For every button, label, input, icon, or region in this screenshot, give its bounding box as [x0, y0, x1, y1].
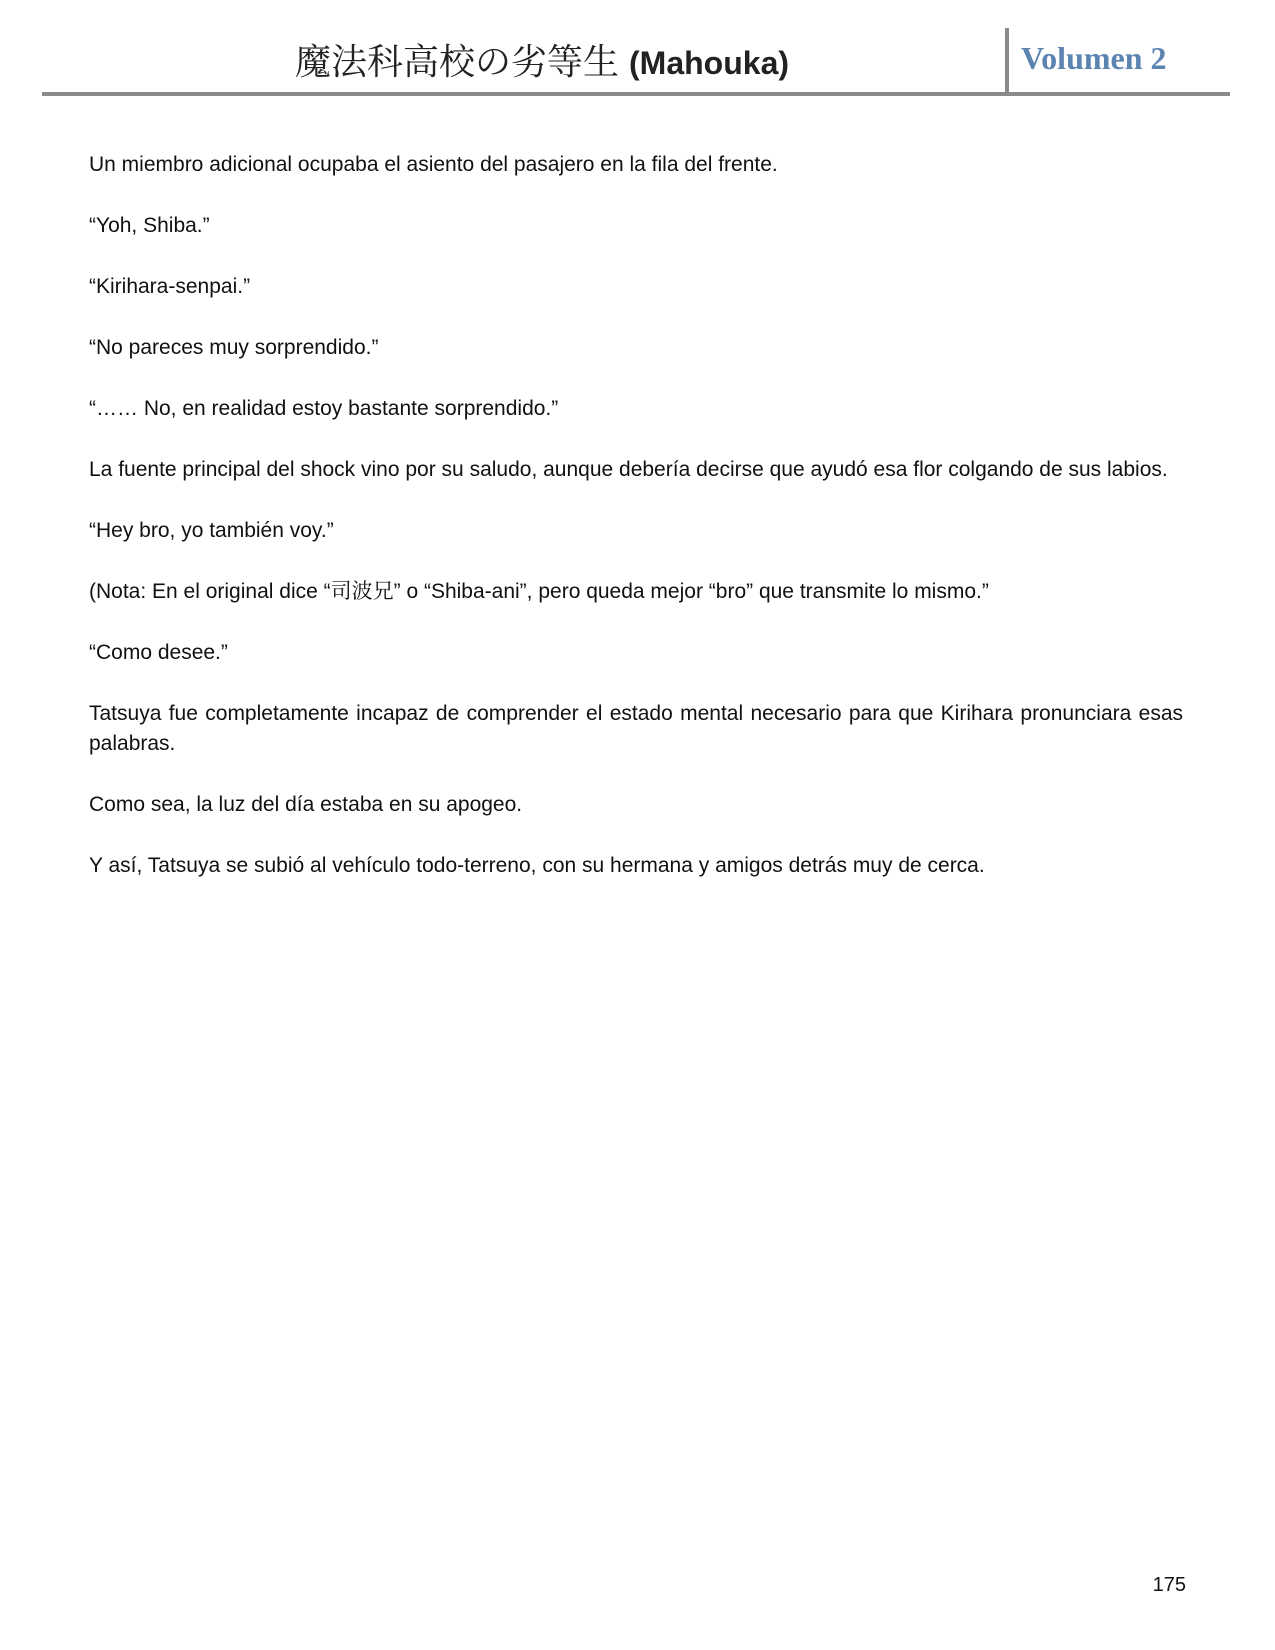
- page-number: 175: [1152, 1574, 1186, 1596]
- volume-label: Volumen 2: [1021, 40, 1167, 76]
- paragraph: “Kirihara-senpai.”: [89, 275, 251, 298]
- header-vertical-divider: [1005, 28, 1009, 92]
- paragraph: “…… No, en realidad estoy bastante sorprendido.”: [89, 397, 559, 420]
- paragraph: Un miembro adicional ocupaba el asiento del pasajero en la fila del frente.: [89, 153, 778, 176]
- page-header: [42, 28, 1230, 96]
- book-title: [42, 36, 1042, 88]
- paragraph: Como sea, la luz del día estaba en su apogeo.: [89, 793, 523, 816]
- paragraph: Tatsuya fue completamente incapaz de comprender el estado mental necesario para que Kirihara pronunciara esas palabras.: [89, 702, 1183, 755]
- paragraph: Y así, Tatsuya se subió al vehículo todo-terreno, con su hermana y amigos detrás muy de cerca.: [89, 854, 985, 877]
- paragraph: (Nota: En el original dice “司波兄” o “Shiba-ani”, pero queda mejor “bro” que transmite lo mismo.”: [89, 580, 989, 603]
- paragraph: La fuente principal del shock vino por su saludo, aunque debería decirse que ayudó esa flor colgando de sus labios.: [89, 458, 1168, 481]
- book-title-latin: (Mahouka): [629, 45, 790, 81]
- paragraph: “Yoh, Shiba.”: [89, 214, 210, 237]
- page-body: [89, 150, 1183, 912]
- book-title-japanese: 魔法科高校の劣等生: [294, 41, 619, 82]
- paragraph: “No pareces muy sorprendido.”: [89, 336, 379, 359]
- paragraph: “Hey bro, yo también voy.”: [89, 519, 334, 542]
- paragraph: “Como desee.”: [89, 641, 228, 664]
